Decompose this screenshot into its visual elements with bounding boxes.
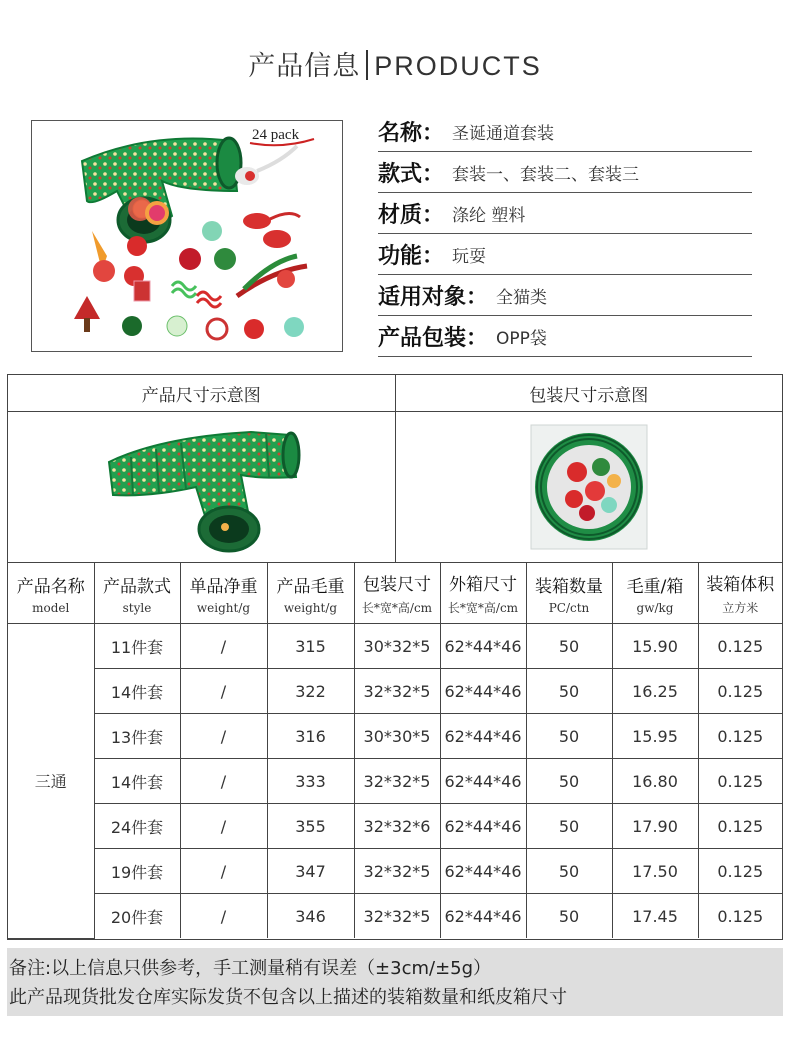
table-cell: 347 [267,849,354,894]
spec-value: 涤纶 塑料 [452,205,526,226]
notes-box [7,948,783,1016]
tunnel-image [101,417,301,557]
table-row [8,624,782,669]
table-cell: 30*30*5 [354,714,440,759]
table-cell: 16.80 [612,759,698,804]
column-header: 产品名称 model [8,563,94,624]
table-row [8,849,782,894]
table-cell: 346 [267,894,354,939]
product-size-diagram-label: 产品尺寸示意图 [141,385,261,406]
table-cell: 16.25 [612,669,698,714]
table-row [8,714,782,759]
spec-key: 产品包装： [378,325,489,351]
table-cell: / [180,714,267,759]
table-row [8,894,782,939]
table-cell: 14件套 [94,759,180,804]
table-cell: 50 [526,624,612,669]
table-cell: 50 [526,804,612,849]
table-cell: 50 [526,759,612,804]
spec-list [378,111,752,357]
table-cell: 20件套 [94,894,180,939]
table-row [8,669,782,714]
spec-row-packaging [378,316,752,357]
note-line-2: 此产品现货批发仓库实际发货不包含以上描述的装箱数量和纸皮箱尺寸 [9,987,567,1008]
table-cell: 62*44*46 [440,804,526,849]
spec-key: 功能： [378,243,445,269]
title-en: PRODUCTS [374,51,542,81]
table-cell: 15.95 [612,714,698,759]
table-cell: / [180,624,267,669]
table-row [8,804,782,849]
table-cell: 0.125 [698,804,782,849]
spec-value: 玩耍 [452,246,487,267]
table-cell: 32*32*5 [354,759,440,804]
table-cell: 0.125 [698,669,782,714]
table-cell: 32*32*5 [354,669,440,714]
column-header: 装箱数量 PC/ctn [526,563,612,624]
table-cell: 30*32*5 [354,624,440,669]
spec-key: 适用对象： [378,284,489,310]
spec-key: 款式： [378,161,445,187]
package-size-diagram-label: 包装尺寸示意图 [395,375,783,411]
spec-row-style [378,152,752,193]
title-cn: 产品信息 [248,51,361,82]
cat-toy-set-illustration [32,121,342,351]
table-cell: 50 [526,714,612,759]
table-cell: 315 [267,624,354,669]
table-cell: 32*32*6 [354,804,440,849]
table-cell: 13件套 [94,714,180,759]
table-cell: / [180,849,267,894]
table-cell: 17.90 [612,804,698,849]
table-cell: 50 [526,894,612,939]
table-cell: 0.125 [698,894,782,939]
spec-row-function [378,234,752,275]
pack-label: 24 pack [252,127,300,143]
spec-value: OPP袋 [496,328,547,349]
spec-row-material [378,193,752,234]
table-cell: 15.90 [612,624,698,669]
package-size-diagram [395,412,783,562]
spec-row-target [378,275,752,316]
table-cell: / [180,894,267,939]
product-hero-image [31,120,343,352]
table-cell: 0.125 [698,714,782,759]
table-cell: / [180,669,267,714]
table-row [8,759,782,804]
table-cell: 62*44*46 [440,759,526,804]
spec-row-name [378,111,752,152]
spec-key: 名称： [378,120,445,146]
column-header: 外箱尺寸 长*宽*高/cm [440,563,526,624]
table-cell: / [180,804,267,849]
column-header: 装箱体积 立方米 [698,563,782,624]
spec-value: 圣诞通道套装 [452,123,555,144]
table-cell: 14件套 [94,669,180,714]
table-cell: 32*32*5 [354,849,440,894]
title-separator [366,50,368,80]
table-cell: 19件套 [94,849,180,894]
page-title [0,44,790,83]
table-cell: 50 [526,849,612,894]
diagram-header-row [8,375,782,412]
table-header-row [8,563,782,624]
product-size-diagram [8,412,395,562]
table-cell: 11件套 [94,624,180,669]
table-cell: 17.45 [612,894,698,939]
table-cell: 62*44*46 [440,669,526,714]
spec-data-table [8,563,782,939]
column-header: 产品毛重 weight/g [267,563,354,624]
table-cell: 0.125 [698,849,782,894]
spec-key: 材质： [378,202,445,228]
table-cell: 0.125 [698,759,782,804]
table-cell: 316 [267,714,354,759]
diagram-image-row [8,412,782,563]
table-cell: 62*44*46 [440,894,526,939]
column-header: 包装尺寸 长*宽*高/cm [354,563,440,624]
table-cell: / [180,759,267,804]
table-cell: 24件套 [94,804,180,849]
table-cell: 62*44*46 [440,624,526,669]
table-cell: 62*44*46 [440,714,526,759]
column-header: 毛重/箱 gw/kg [612,563,698,624]
table-cell: 32*32*5 [354,894,440,939]
note-line-1: 备注:以上信息只供参考，手工测量稍有误差（±3cm/±5g） [9,958,492,979]
table-cell: 0.125 [698,624,782,669]
column-header: 产品款式 style [94,563,180,624]
table-cell: 50 [526,669,612,714]
table-cell: 17.50 [612,849,698,894]
product-info-table [7,374,783,940]
package-image [519,417,659,557]
table-cell: 322 [267,669,354,714]
model-cell: 三通 [8,624,94,939]
table-cell: 62*44*46 [440,849,526,894]
table-cell: 355 [267,804,354,849]
spec-value: 套装一、套装二、套装三 [452,164,640,185]
column-header: 单品净重 weight/g [180,563,267,624]
table-cell: 333 [267,759,354,804]
spec-value: 全猫类 [496,287,548,308]
